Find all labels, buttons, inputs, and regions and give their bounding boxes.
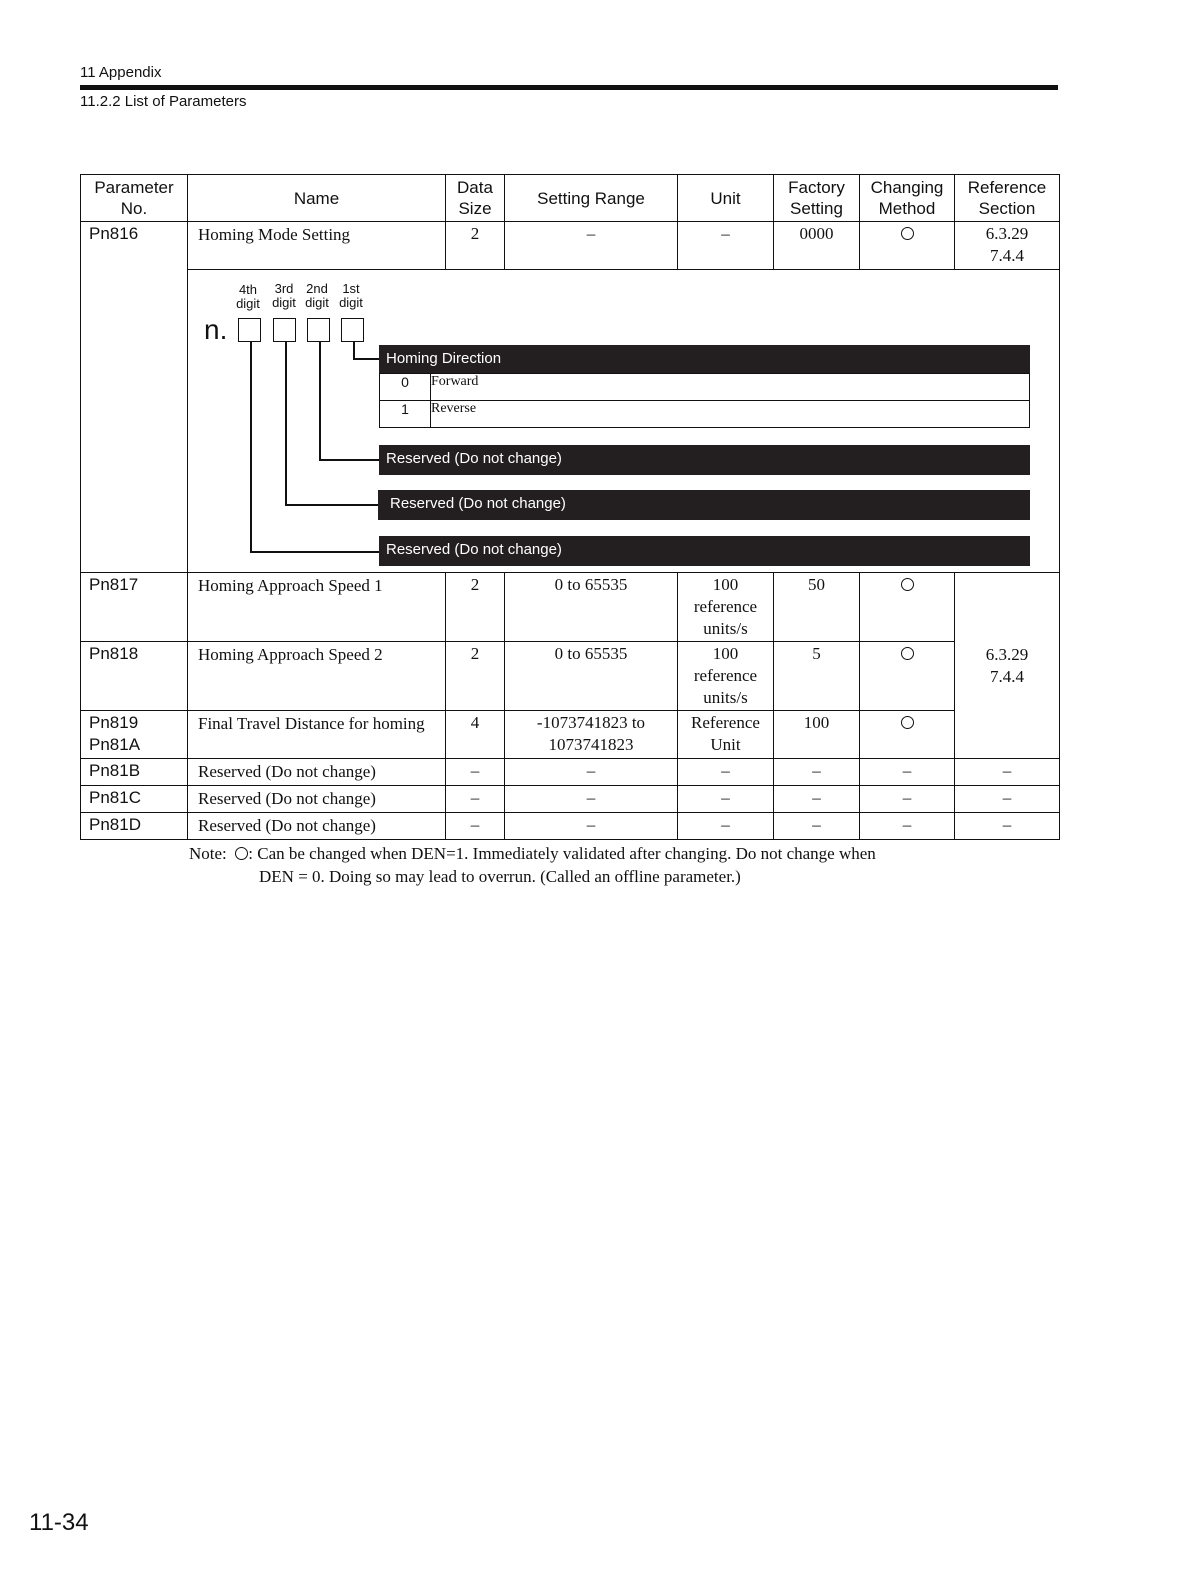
factory-setting: – xyxy=(774,759,860,786)
changing-method xyxy=(860,711,955,759)
unit: 100 reference units/s xyxy=(678,573,774,642)
option-label: Forward xyxy=(431,374,1030,401)
table-row-pn817 xyxy=(81,573,1060,642)
changing-method xyxy=(860,573,955,642)
table-note xyxy=(189,842,876,888)
col-header-unit: Unit xyxy=(678,175,774,222)
col-header-setting-range: Setting Range xyxy=(505,175,678,222)
setting-range: -1073741823 to 1073741823 xyxy=(505,711,678,759)
homing-direction-header: Homing Direction xyxy=(379,345,1030,373)
table-row-pn818 xyxy=(81,642,1060,711)
table-row-pn81c xyxy=(81,786,1060,813)
digit-box-1st xyxy=(341,318,364,342)
unit: Reference Unit xyxy=(678,711,774,759)
table-row-pn816-diagram xyxy=(81,270,1060,573)
reserved-2nd-digit: Reserved (Do not change) xyxy=(379,445,1030,475)
param-no: Pn816 xyxy=(81,222,188,573)
setting-range: – xyxy=(505,786,678,813)
changing-method: – xyxy=(860,759,955,786)
setting-range: – xyxy=(505,759,678,786)
param-name: Homing Approach Speed 2 xyxy=(188,642,446,711)
digit-label-2nd: 2nd digit xyxy=(305,281,329,310)
circle-icon xyxy=(901,716,914,729)
circle-icon xyxy=(235,847,248,860)
col-header-parameter-no: Parameter No. xyxy=(81,175,188,222)
connector-2nd-h xyxy=(319,459,380,461)
note-line-1: : Can be changed when DEN=1. Immediately validated after changing. Do not change when xyxy=(248,844,876,863)
connector-1st-h xyxy=(353,358,380,360)
circle-icon xyxy=(901,227,914,240)
digit-label-1st: 1st digit xyxy=(339,281,363,310)
connector-2nd xyxy=(319,342,321,460)
data-size: 2 xyxy=(446,573,505,642)
homing-direction-options xyxy=(379,373,1030,428)
factory-setting: 0000 xyxy=(774,222,860,270)
connector-4th-h xyxy=(250,551,380,553)
chapter-header: 11 Appendix xyxy=(80,64,162,81)
changing-method: – xyxy=(860,813,955,840)
col-header-changing-method: Changing Method xyxy=(860,175,955,222)
param-name: Final Travel Distance for homing xyxy=(188,711,446,759)
param-no: Pn817 xyxy=(81,573,188,642)
table-row-pn81d xyxy=(81,813,1060,840)
changing-method: – xyxy=(860,786,955,813)
connector-3rd-h xyxy=(285,504,380,506)
col-header-factory-setting: Factory Setting xyxy=(774,175,860,222)
option-value: 1 xyxy=(380,401,431,428)
option-label: Reverse xyxy=(431,401,1030,428)
data-size: – xyxy=(446,759,505,786)
note-line-2: DEN = 0. Doing so may lead to overrun. (Called an offline parameter.) xyxy=(259,867,741,886)
digit-diagram xyxy=(188,270,1060,573)
param-name: Reserved (Do not change) xyxy=(188,759,446,786)
connector-4th xyxy=(250,342,252,552)
reference-section: 6.3.29 7.4.4 xyxy=(955,573,1060,759)
col-header-reference-section: Reference Section xyxy=(955,175,1060,222)
table-row-pn819 xyxy=(81,711,1060,759)
digit-box-3rd xyxy=(273,318,296,342)
table-row-pn81b xyxy=(81,759,1060,786)
setting-range: 0 to 65535 xyxy=(505,642,678,711)
reference-section: 6.3.29 7.4.4 xyxy=(955,222,1060,270)
option-value: 0 xyxy=(380,374,431,401)
param-name: Reserved (Do not change) xyxy=(188,813,446,840)
param-no: Pn819 Pn81A xyxy=(81,711,188,759)
unit: – xyxy=(678,222,774,270)
unit: 100 reference units/s xyxy=(678,642,774,711)
circle-icon xyxy=(901,578,914,591)
setting-range: – xyxy=(505,813,678,840)
note-prefix: Note: xyxy=(189,844,227,863)
header-rule xyxy=(80,85,1058,90)
reserved-3rd-digit: Reserved (Do not change) xyxy=(378,490,1030,520)
data-size: 2 xyxy=(446,642,505,711)
digit-box-4th xyxy=(238,318,261,342)
changing-method xyxy=(860,642,955,711)
digit-box-2nd xyxy=(307,318,330,342)
factory-setting: – xyxy=(774,786,860,813)
factory-setting: – xyxy=(774,813,860,840)
param-name: Homing Approach Speed 1 xyxy=(188,573,446,642)
page-number: 11-34 xyxy=(29,1509,89,1536)
digit-label-4th: 4th digit xyxy=(236,282,260,311)
factory-setting: 5 xyxy=(774,642,860,711)
param-no: Pn818 xyxy=(81,642,188,711)
unit: – xyxy=(678,759,774,786)
connector-1st xyxy=(353,342,355,359)
parameter-table xyxy=(80,174,1060,840)
reference-section: – xyxy=(955,813,1060,840)
param-no: Pn81C xyxy=(81,786,188,813)
changing-method xyxy=(860,222,955,270)
param-no: Pn81D xyxy=(81,813,188,840)
table-header-row xyxy=(81,175,1060,222)
reference-section: – xyxy=(955,786,1060,813)
connector-3rd xyxy=(285,342,287,505)
param-name: Reserved (Do not change) xyxy=(188,786,446,813)
n-prefix: n. xyxy=(204,314,228,345)
col-header-name: Name xyxy=(188,175,446,222)
factory-setting: 100 xyxy=(774,711,860,759)
section-header: 11.2.2 List of Parameters xyxy=(80,93,247,110)
unit: – xyxy=(678,813,774,840)
setting-range: 0 to 65535 xyxy=(505,573,678,642)
setting-range: – xyxy=(505,222,678,270)
unit: – xyxy=(678,786,774,813)
data-size: 4 xyxy=(446,711,505,759)
data-size: – xyxy=(446,786,505,813)
col-header-data-size: Data Size xyxy=(446,175,505,222)
option-row xyxy=(380,401,1030,428)
digit-label-3rd: 3rd digit xyxy=(272,281,296,310)
circle-icon xyxy=(901,647,914,660)
param-no: Pn81B xyxy=(81,759,188,786)
reference-section: – xyxy=(955,759,1060,786)
data-size: 2 xyxy=(446,222,505,270)
reserved-4th-digit: Reserved (Do not change) xyxy=(379,536,1030,566)
option-row xyxy=(380,374,1030,401)
table-row-pn816 xyxy=(81,222,1060,270)
data-size: – xyxy=(446,813,505,840)
factory-setting: 50 xyxy=(774,573,860,642)
param-name: Homing Mode Setting xyxy=(188,222,446,270)
